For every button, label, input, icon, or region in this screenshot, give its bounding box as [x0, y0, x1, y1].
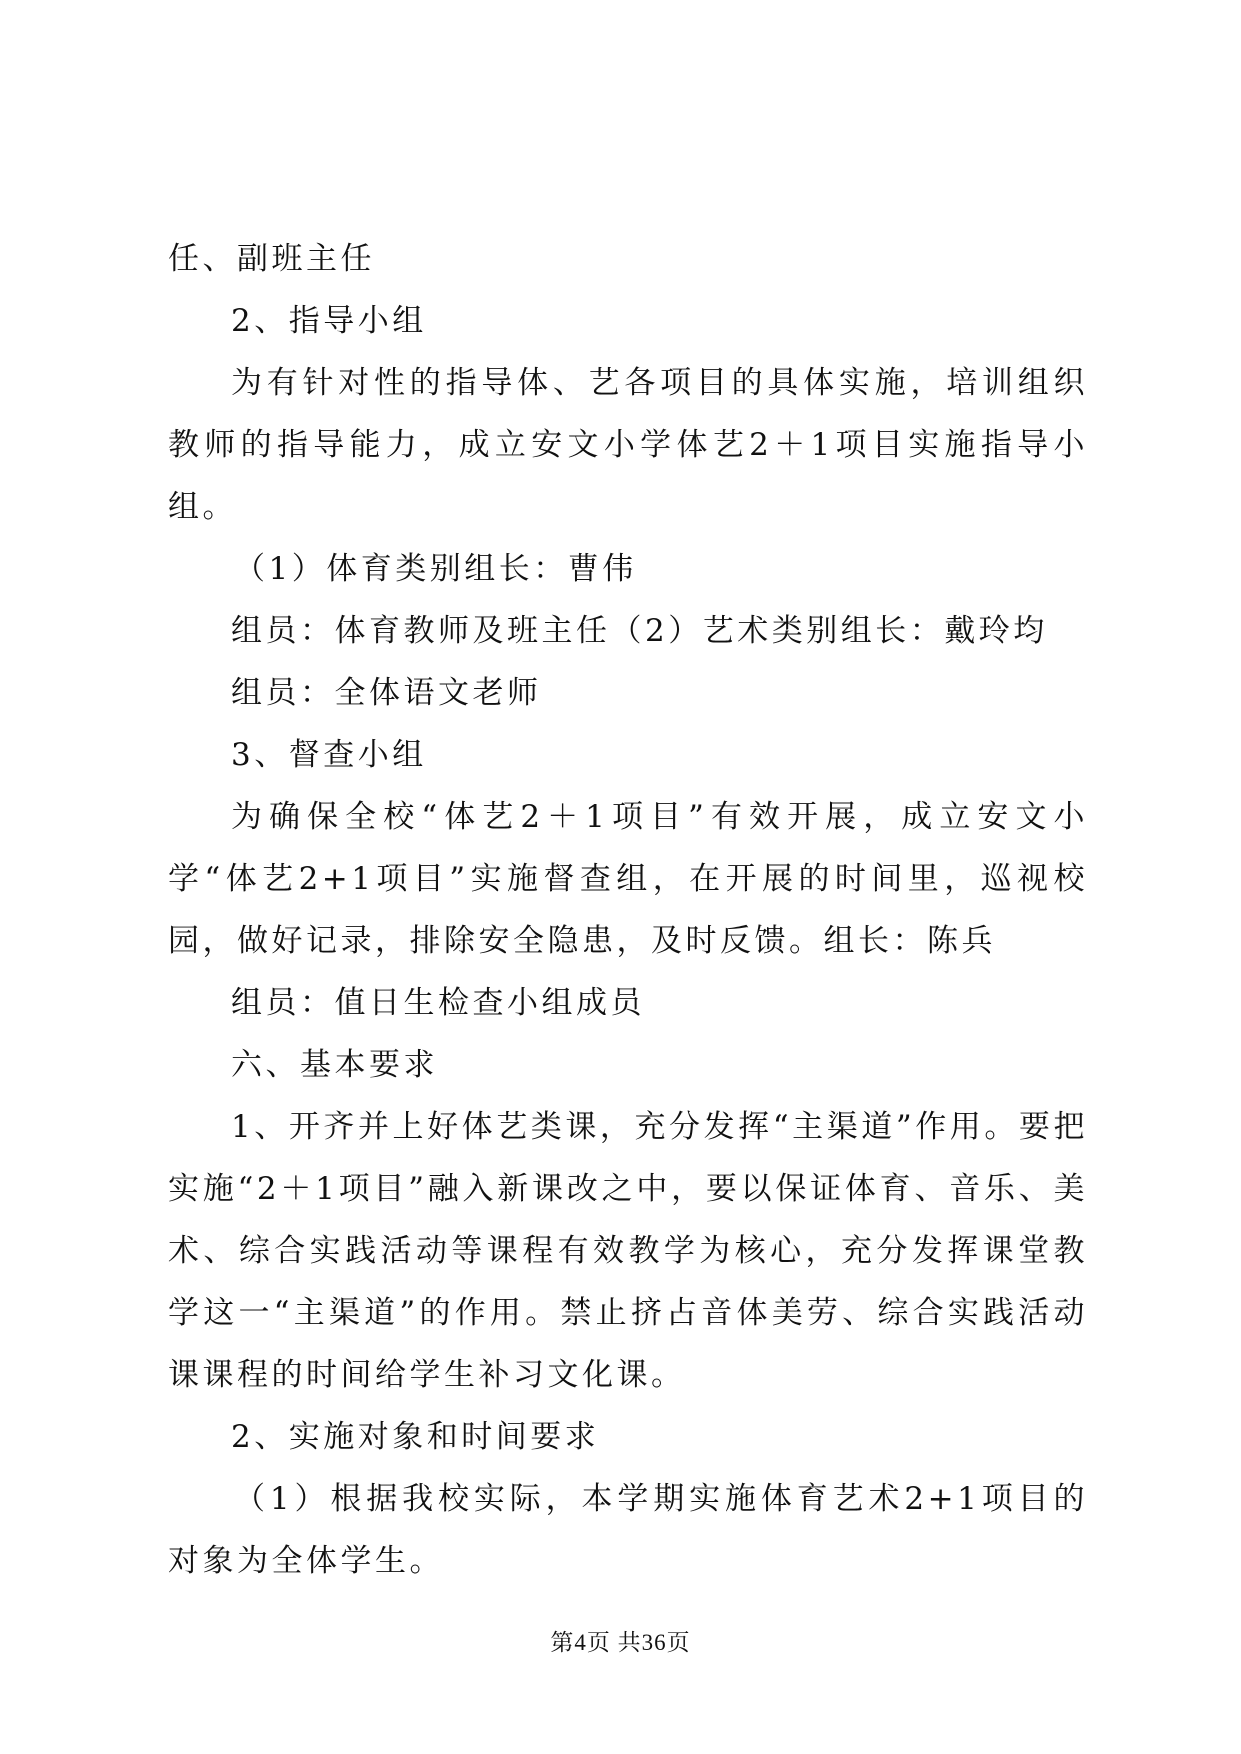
paragraph-guidance-purpose: 为有针对性的指导体、艺各项目的具体实施，培训组织教师的指导能力，成立安文小学体艺2＋1项目实施指导小组。 [168, 365, 1088, 525]
heading-inspection-group: 3、督查小组 [231, 737, 427, 773]
paragraph-sports-leader: （1）体育类别组长：曹伟 [234, 551, 637, 587]
paragraph-target-students: （1）根据我校实际，本学期实施体育艺术2+1项目的对象为全体学生。 [168, 1481, 1088, 1579]
page-number-footer: 第4页 共36页 [550, 1630, 691, 1655]
paragraph-inspection-members: 组员：值日生检查小组成员 [231, 985, 645, 1021]
paragraph-continuation: 任、副班主任 [168, 241, 375, 277]
heading-target-and-time: 2、实施对象和时间要求 [231, 1419, 600, 1455]
heading-guidance-group: 2、指导小组 [231, 303, 427, 339]
document-body [168, 228, 1088, 1592]
paragraph-requirement-1: 1、开齐并上好体艺类课，充分发挥“主渠道”作用。要把实施“2＋1项目”融入新课改之中，要以保证体育、音乐、美术、综合实践活动等课程有效教学为核心，充分发挥课堂教学这一“主渠道”的作用。禁止挤占音体美劳、综合实践活动课课程的时间给学生补习文化课。 [168, 1109, 1088, 1393]
heading-basic-requirements: 六、基本要求 [231, 1047, 438, 1083]
paragraph-sports-members: 组员：体育教师及班主任（2）艺术类别组长：戴玲均 [231, 613, 1048, 649]
paragraph-inspection-purpose: 为确保全校“体艺2＋1项目”有效开展，成立安文小学“体艺2+1项目”实施督查组，在开展的时间里，巡视校园，做好记录，排除安全隐患，及时反馈。组长：陈兵 [168, 799, 1088, 959]
paragraph-art-members: 组员：全体语文老师 [231, 675, 542, 711]
